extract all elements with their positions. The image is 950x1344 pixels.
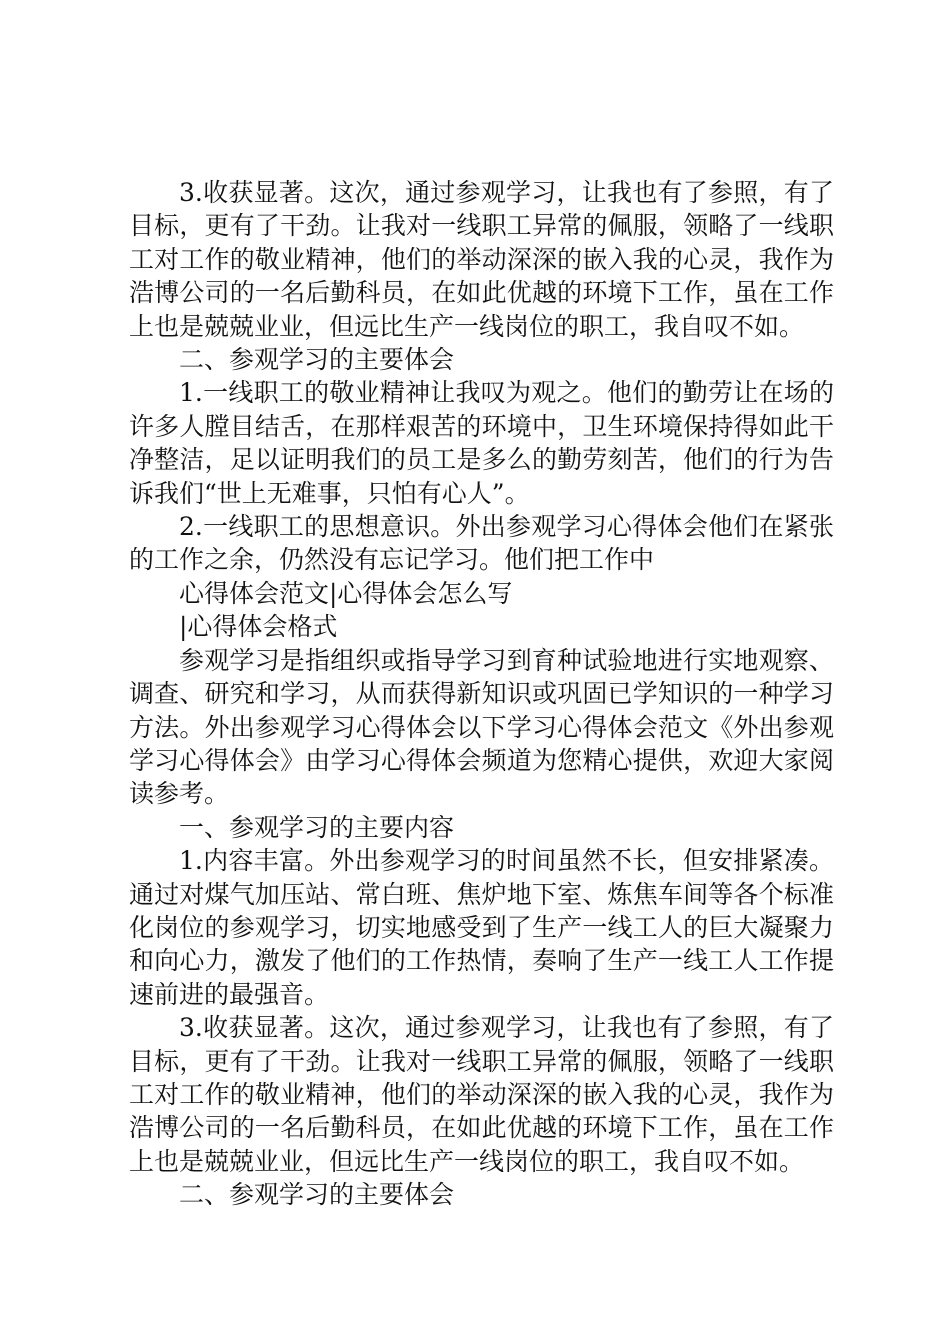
- paragraph-intro: 参观学习是指组织或指导学习到育种试验地进行实地观察、调查、研究和学习，从而获得新知识或巩固已学知识的一种学习方法。外出参观学习心得体会以下学习心得体会范文《外出参观学习心得体会》由学习心得体会频道为您精心提供，欢迎大家阅读参考。: [129, 645, 834, 809]
- document-body: [129, 176, 834, 1212]
- paragraph-rich-content: 1.内容丰富。外出参观学习的时间虽然不长，但安排紧凑。通过对煤气加压站、常白班、焦炉地下室、炼焦车间等各个标准化岗位的参观学习，切实地感受到了生产一线工人的巨大凝聚力和向心力，激发了他们的工作热情，奏响了生产一线工人工作提速前进的最强音。: [129, 846, 834, 1009]
- paragraph-mindset: 2.一线职工的思想意识。外出参观学习心得体会他们在紧张的工作之余，仍然没有忘记学习。他们把工作中: [129, 512, 834, 575]
- paragraph-harvest-2: 3.收获显著。这次，通过参观学习，让我也有了参照，有了目标，更有了干劲。让我对一线职工异常的佩服，领略了一线职工对工作的敬业精神，他们的举动深深的嵌入我的心灵，我作为浩博公司的一名后勤科员，在如此优越的环境下工作，虽在工作上也是兢兢业业，但远比生产一线岗位的职工，我自叹不如。: [129, 1013, 834, 1176]
- paragraph-harvest-1: 3.收获显著。这次，通过参观学习，让我也有了参照，有了目标，更有了干劲。让我对一线职工异常的佩服，领略了一线职工对工作的敬业精神，他们的举动深深的嵌入我的心灵，我作为浩博公司的一名后勤科员，在如此优越的环境下工作，虽在工作上也是兢兢业业，但远比生产一线岗位的职工，我自叹不如。: [129, 178, 834, 341]
- section-heading-content: 一、参观学习的主要内容: [179, 812, 455, 842]
- paragraph-dedication: 1.一线职工的敬业精神让我叹为观之。他们的勤劳让在场的许多人膛目结舌，在那样艰苦的环境中，卫生环境保持得如此干净整洁，足以证明我们的员工是多么的勤劳刻苦，他们的行为告诉我们“世上无难事，只怕有心人”。: [129, 378, 834, 508]
- section-heading-experience-2: 二、参观学习的主要体会: [179, 1180, 455, 1210]
- section-heading-experience-1: 二、参观学习的主要体会: [179, 345, 455, 375]
- related-links-line-2: |心得体会格式: [179, 612, 338, 642]
- related-links-line-1: 心得体会范文|心得体会怎么写: [179, 578, 513, 608]
